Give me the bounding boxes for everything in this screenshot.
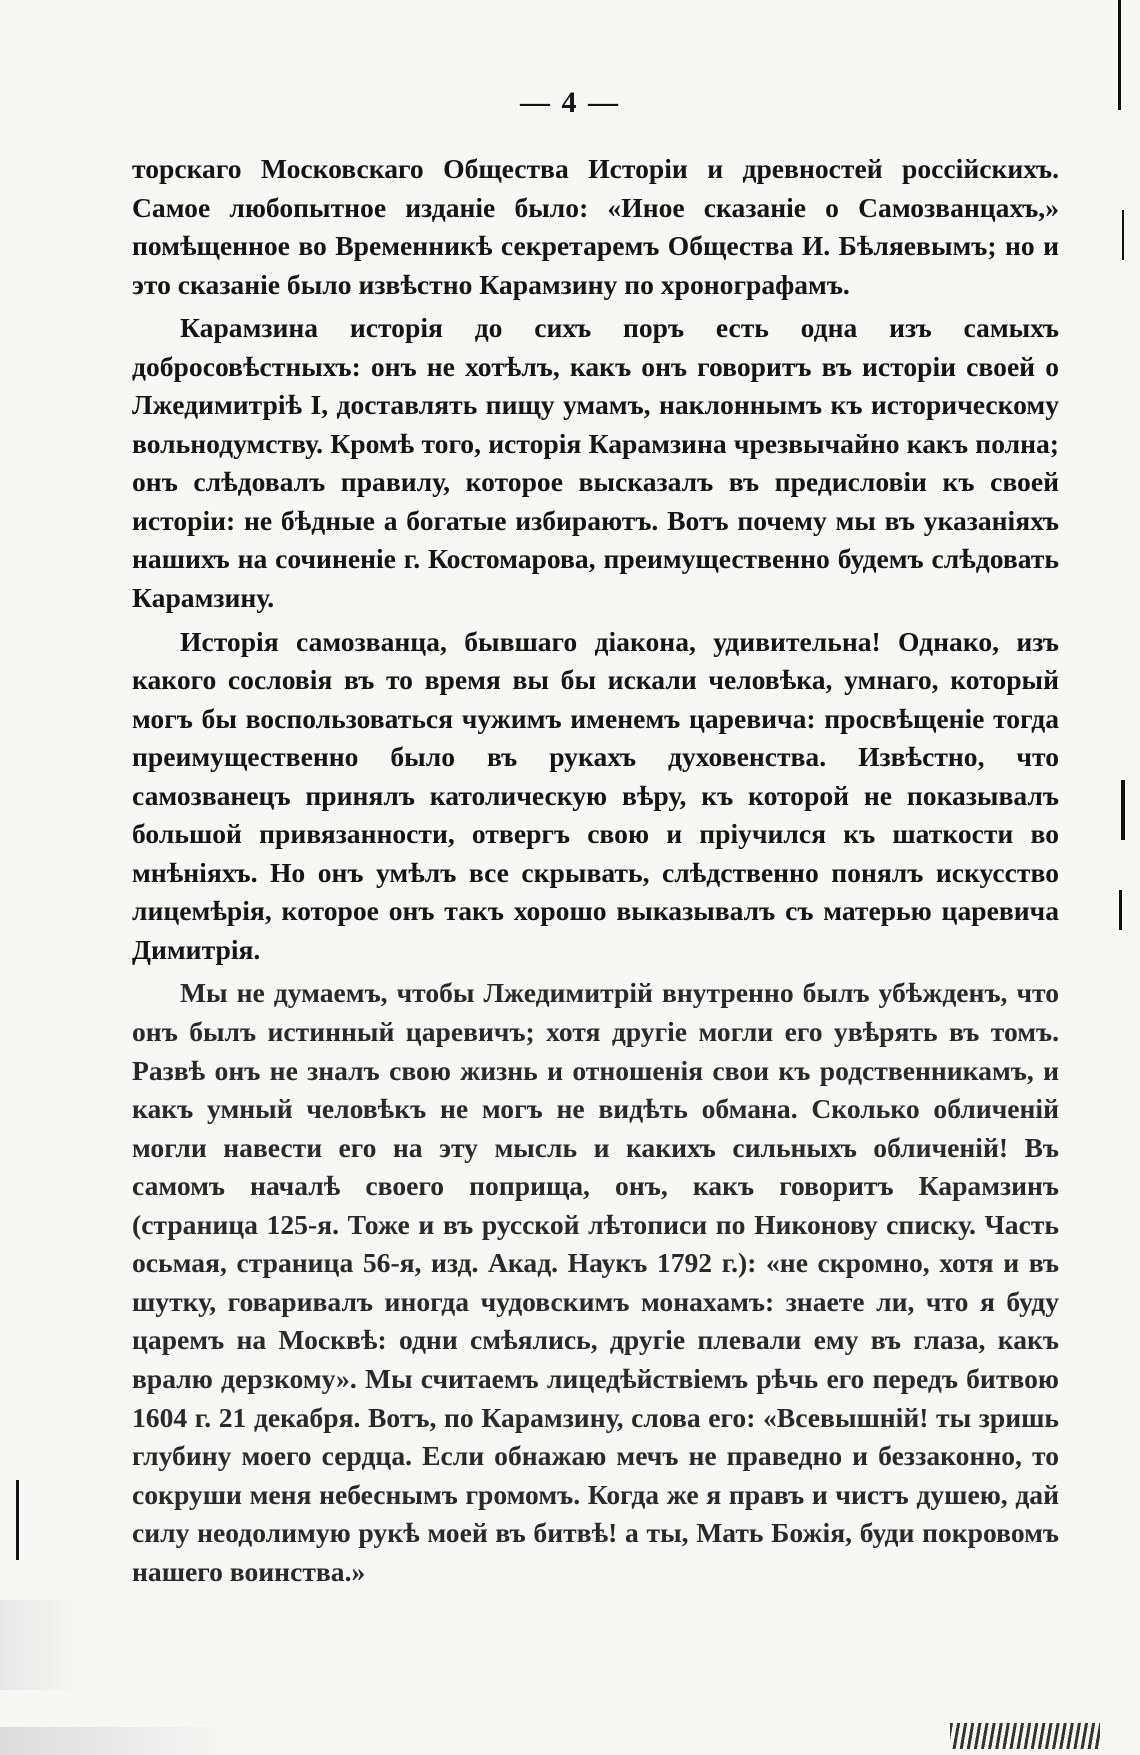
paragraph-2: Карамзина исторія до сихъ поръ есть одна изъ самыхъ добросовѣстныхъ: онъ не хотѣлъ, какъ онъ говоритъ въ исторіи своей о Лжедимитріѣ I, доставлять пищу умамъ, наклоннымъ къ историческому вольнодумству. Кромѣ того, исторія Карамзина чрезвычайно какъ полна; онъ слѣдовалъ правилу, которое высказалъ въ предисловіи къ своей исторіи: не бѣдные а богатые избираютъ. Вотъ почему мы въ указаніяхъ нашихъ на сочиненіе г. Костомарова, преимущественно будемъ слѣдовать Карамзину. [132,312,1059,614]
scan-edge-mark [950,1723,1100,1749]
paragraph-4: Мы не думаемъ, чтобы Лжедимитрій внутренно былъ убѣжденъ, что онъ былъ истинный царевичъ; хотя другіе могли его увѣрять въ томъ. Развѣ онъ не зналъ свою жизнь и отношенія свои къ родственникамъ, и какъ умный человѣкъ не могъ не видѣть обмана. Сколько обличеній могли навести его на эту мысль и какихъ сильныхъ обличеній! Въ самомъ началѣ своего поприща, онъ, какъ говоритъ Карамзинъ (страница 125-я. Тоже и въ русской лѣтописи по Никонову списку. Часть осьмая, страница 56-я, изд. Акад. Наукъ 1792 г.): «не скромно, хотя и въ шутку, говаривалъ иногда чудовскимъ монахамъ: знаете ли, что я буду царемъ на Москвѣ: одни смѣялись, другіе плевали ему въ глаза, какъ вралю дерзкому». Мы считаемъ лицедѣйствіемъ рѣчь его передъ битвою 1604 г. 21 декабря. Вотъ, по Карамзину, слова его: «Всевышній! ты зришь глубину моего сердца. Если обнажаю мечъ не праведно и беззаконно, то сокруши меня небеснымъ громомъ. Когда же я правъ и чистъ душею, дай силу неодолимую рукѣ моей въ битвѣ! а ты, Мать Божія, буди покровомъ нашего воинства.» [132,977,1059,1587]
scan-smudge [0,1727,235,1755]
scan-edge-mark [1118,0,1121,110]
paragraph-3: Исторія самозванца, бывшаго діакона, удивительна! Однако, изъ какого сословія въ то время вы бы искали человѣка, умнаго, который могъ бы воспользоваться чужимъ именемъ царевича: просвѣщеніе тогда преимущественно было въ рукахъ духовенства. Извѣстно, что самозванецъ принялъ католическую вѣру, къ которой не показывалъ большой привязанности, отвергъ свою и пріучился къ шаткости во мнѣніяхъ. Но онъ умѣлъ все скрывать, слѣдственно понялъ искусство лицемѣрія, которое онъ такъ хорошо выказывалъ съ матерью царевича Димитрія. [132,625,1059,965]
page-number: — 4 — [520,86,620,119]
scan-smudge [0,1600,80,1690]
scan-edge-mark [1122,210,1124,260]
body-text [132,150,1059,1591]
paragraph-1: торскаго Московскаго Общества Исторіи и древностей россійскихъ. Самое любопытное изданіе было: «Иное сказаніе о Самозванцахъ,» помѣщенное во Временникѣ секретаремъ Общества И. Бѣляевымъ; но и это сказаніе было извѣстно Карамзину по хронографамъ. [132,153,1059,300]
scan-edge-mark [16,1480,19,1560]
scan-edge-mark [1119,890,1122,930]
scan-edge-mark [1121,780,1125,840]
